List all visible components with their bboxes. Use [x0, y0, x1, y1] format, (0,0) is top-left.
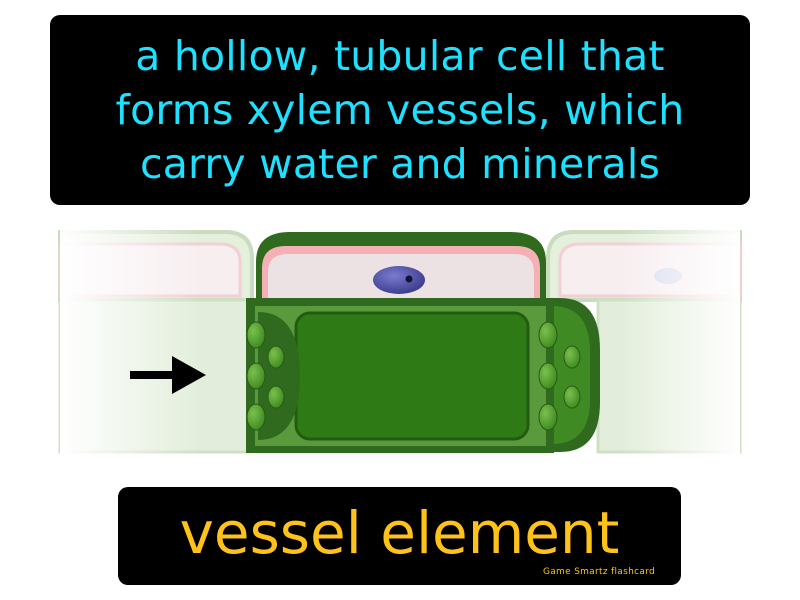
definition-line-2: forms xylem vessels, which	[115, 86, 685, 134]
term-box	[118, 487, 681, 585]
vessel-element-cell	[246, 298, 554, 453]
definition-box	[50, 15, 750, 205]
companion-cell	[256, 232, 546, 302]
nucleolus	[406, 276, 413, 283]
definition-line-1: a hollow, tubular cell that	[135, 32, 665, 80]
nucleus	[373, 266, 425, 294]
term-title: vessel element	[179, 499, 620, 567]
definition-line-3: carry water and minerals	[139, 140, 661, 188]
vessel-element-illustration	[0, 228, 800, 460]
flashcard-credit: Game Smartz flashcard	[542, 567, 655, 577]
